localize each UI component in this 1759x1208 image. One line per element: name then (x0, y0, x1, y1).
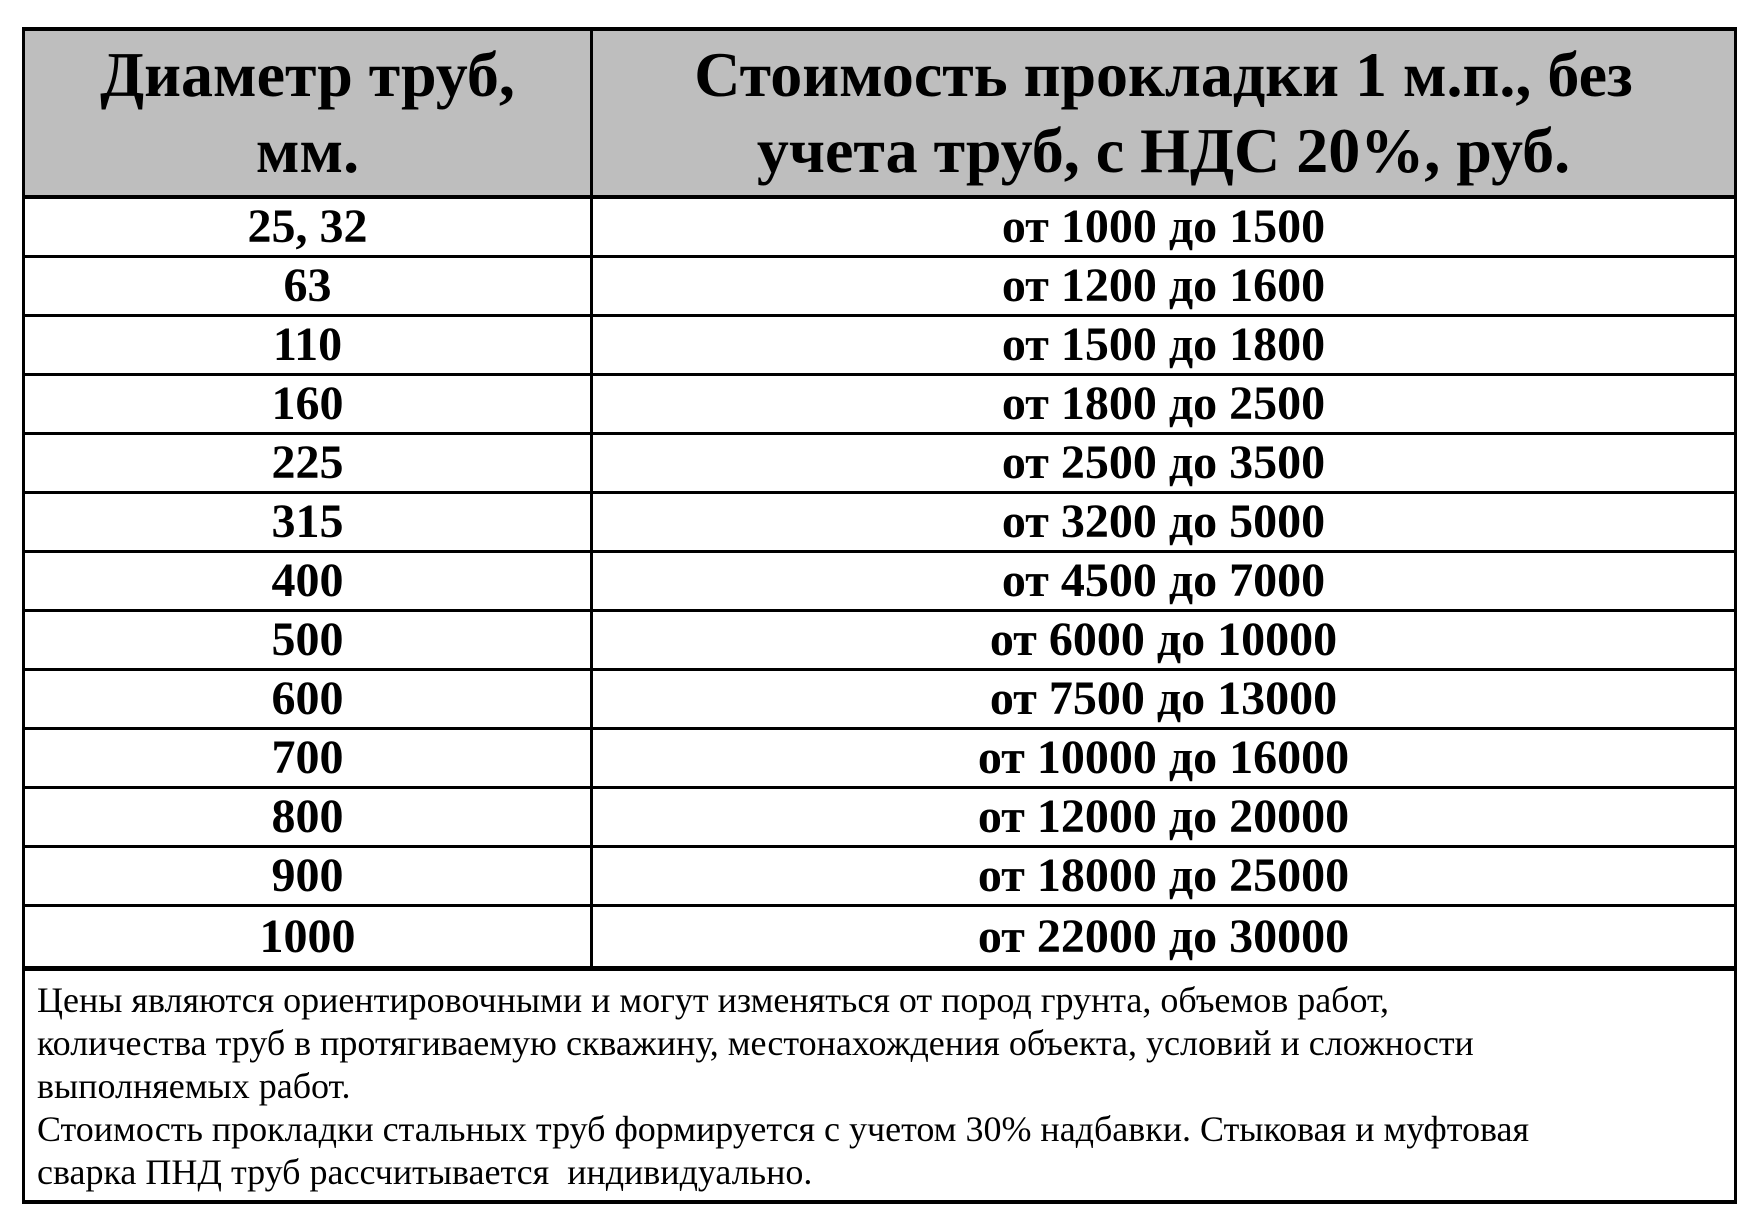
diameter-cell: 1000 (25, 907, 593, 966)
diameter-cell: 600 (25, 671, 593, 727)
table-row (25, 494, 1734, 553)
note-line: сварка ПНД труб рассчитывается индивидуально. (37, 1152, 813, 1192)
price-cell: от 12000 до 20000 (977, 790, 1350, 843)
table-row (25, 317, 1734, 376)
diameter-cell: 160 (25, 376, 593, 432)
note-line: выполняемых работ. (37, 1066, 351, 1106)
note-line: количества труб в протягиваемую скважину, местонахождения объекта, условий и сложности (37, 1023, 1474, 1063)
price-cell: от 4500 до 7000 (1001, 554, 1326, 607)
price-cell: от 1000 до 1500 (1001, 200, 1326, 253)
diameter-cell: 315 (25, 494, 593, 550)
price-cell: от 22000 до 30000 (977, 909, 1350, 963)
table-header-row (25, 31, 1734, 199)
diameter-cell: 225 (25, 435, 593, 491)
diameter-cell: 25, 32 (25, 199, 593, 255)
price-cell: от 18000 до 25000 (977, 849, 1350, 902)
diameter-cell: 700 (25, 730, 593, 786)
table-body (25, 199, 1734, 966)
table-row (25, 553, 1734, 612)
diameter-cell: 110 (25, 317, 593, 373)
price-cell: от 10000 до 16000 (977, 731, 1350, 784)
table-row (25, 730, 1734, 789)
diameter-cell: 400 (25, 553, 593, 609)
note-box (25, 966, 1734, 1200)
diameter-cell: 900 (25, 848, 593, 904)
table-row (25, 376, 1734, 435)
price-cell: от 6000 до 10000 (989, 613, 1338, 666)
diameter-cell: 800 (25, 789, 593, 845)
price-cell: от 3200 до 5000 (1001, 495, 1326, 548)
diameter-cell: 63 (25, 258, 593, 314)
note-line: Цены являются ориентировочными и могут изменяться от пород грунта, объемов работ, (37, 980, 1390, 1020)
diameter-cell: 500 (25, 612, 593, 668)
price-cell: от 7500 до 13000 (989, 672, 1338, 725)
table-row (25, 671, 1734, 730)
header-price-line-2: учета труб, с НДС 20%, руб. (756, 115, 1571, 186)
table-row (25, 258, 1734, 317)
header-price-line-1: Стоимость прокладки 1 м.п., без (694, 39, 1633, 110)
price-cell: от 1500 до 1800 (1001, 318, 1326, 371)
table-row (25, 789, 1734, 848)
table-row (25, 907, 1734, 966)
table-row (25, 435, 1734, 494)
table-row (25, 612, 1734, 671)
note-line: Стоимость прокладки стальных труб формируется с учетом 30% надбавки. Стыковая и муфтовая (37, 1109, 1530, 1149)
table-row (25, 199, 1734, 258)
price-cell: от 2500 до 3500 (1001, 436, 1326, 489)
price-cell: от 1200 до 1600 (1001, 259, 1326, 312)
price-cell: от 1800 до 2500 (1001, 377, 1326, 430)
header-cell-diameter (25, 31, 593, 195)
table-row (25, 848, 1734, 907)
price-table (22, 27, 1737, 1204)
header-cell-price (593, 31, 1734, 195)
header-diameter-line-2: мм. (255, 115, 360, 186)
header-diameter-line-1: Диаметр труб, (100, 39, 515, 110)
